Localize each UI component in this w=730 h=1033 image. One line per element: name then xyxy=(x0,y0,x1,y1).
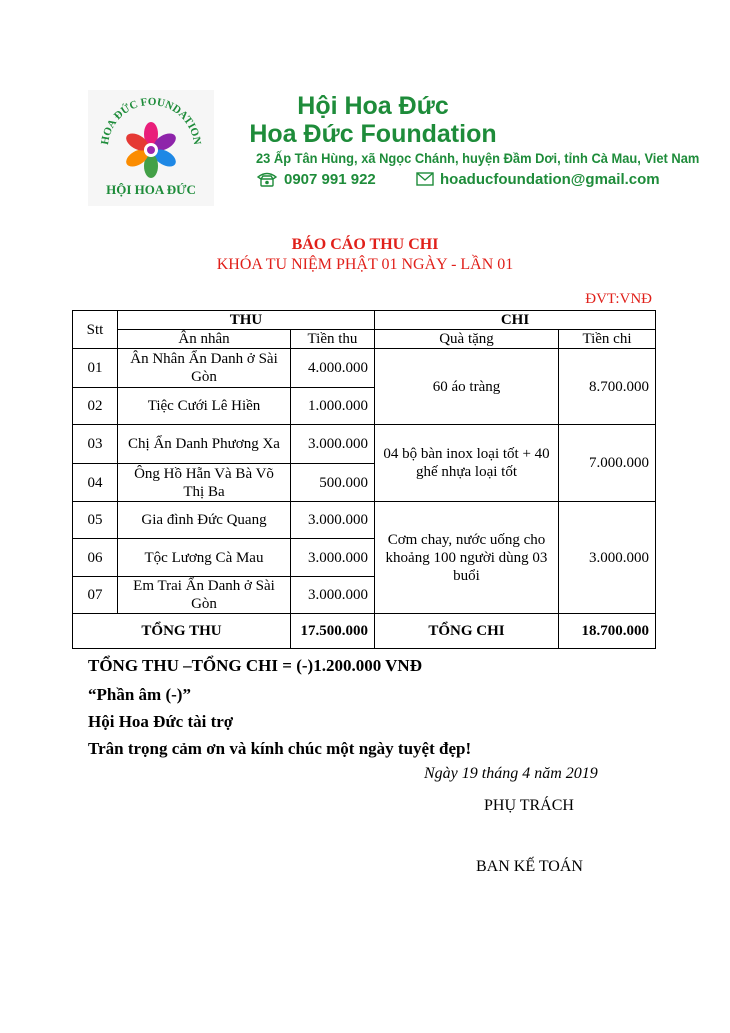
expense-item: 60 áo tràng xyxy=(375,349,559,425)
signature-in-charge: PHỤ TRÁCH xyxy=(484,797,574,814)
total-income-value: 17.500.000 xyxy=(291,614,375,649)
signature-accounting: BAN KẾ TOÁN xyxy=(476,858,583,875)
envelope-icon xyxy=(416,172,434,186)
org-email xyxy=(416,170,660,188)
logo-name: HỘI HOA ĐỨC xyxy=(106,182,196,197)
row-income-amount: 4.000.000 xyxy=(291,349,375,388)
expense-amount: 8.700.000 xyxy=(559,349,656,425)
row-income-amount: 3.000.000 xyxy=(291,502,375,539)
table-subheader-row xyxy=(73,330,656,349)
row-donor: Ông Hồ Hẵn Và Bà Võ Thị Ba xyxy=(118,464,291,502)
header-tien-thu: Tiền thu xyxy=(291,330,375,349)
expense-item: Cơm chay, nước uống cho khoảng 100 người dùng 03 buổi xyxy=(375,502,559,614)
header-stt: Stt xyxy=(73,311,118,349)
row-income-amount: 500.000 xyxy=(291,464,375,502)
row-income-amount: 1.000.000 xyxy=(291,388,375,425)
row-donor: Chị Ẩn Danh Phương Xa xyxy=(118,425,291,464)
lotus-logo-icon xyxy=(88,90,214,206)
row-income-amount: 3.000.000 xyxy=(291,577,375,614)
row-stt: 05 xyxy=(73,502,118,539)
row-donor: Ân Nhân Ẩn Danh ở Sài Gòn xyxy=(118,349,291,388)
row-stt: 02 xyxy=(73,388,118,425)
phone-number: 0907 991 922 xyxy=(284,170,376,188)
row-stt: 04 xyxy=(73,464,118,502)
expense-amount: 3.000.000 xyxy=(559,502,656,614)
org-address: 23 Ấp Tân Hùng, xã Ngọc Chánh, huyện Đầm Dơi, tỉnh Cà Mau, Viet Nam xyxy=(256,150,700,166)
table-row xyxy=(73,425,656,464)
thanks-line: Trân trọng cảm ơn và kính chúc một ngày tuyệt đẹp! xyxy=(88,739,472,758)
report-subtitle: KHÓA TU NIỆM PHẬT 01 NGÀY - LẦN 01 xyxy=(216,256,514,273)
phone-icon xyxy=(256,171,278,187)
org-name-en: Hoa Đức Foundation xyxy=(249,120,497,148)
expense-item: 04 bộ bàn inox loại tốt + 40 ghế nhựa loại tốt xyxy=(375,425,559,502)
currency-unit: ĐVT:VNĐ xyxy=(585,291,652,307)
foundation-logo xyxy=(88,90,214,206)
header-thu: THU xyxy=(118,311,375,330)
header-tien-chi: Tiền chi xyxy=(559,330,656,349)
row-income-amount: 3.000.000 xyxy=(291,539,375,577)
row-donor: Em Trai Ẩn Danh ở Sài Gòn xyxy=(118,577,291,614)
row-donor: Tiệc Cưới Lê Hiền xyxy=(118,388,291,425)
lotus-flower-icon xyxy=(123,122,178,178)
header-an-nhan: Ân nhân xyxy=(118,330,291,349)
org-name-vi: Hội Hoa Đức xyxy=(297,92,449,120)
table-header-row xyxy=(73,311,656,330)
table-total-row xyxy=(73,614,656,649)
total-expense-value: 18.700.000 xyxy=(559,614,656,649)
row-stt: 01 xyxy=(73,349,118,388)
row-stt: 07 xyxy=(73,577,118,614)
row-donor: Tộc Lương Cà Mau xyxy=(118,539,291,577)
table-row xyxy=(73,349,656,388)
row-income-amount: 3.000.000 xyxy=(291,425,375,464)
table-row xyxy=(73,502,656,539)
row-stt: 06 xyxy=(73,539,118,577)
total-expense-label: TỔNG CHI xyxy=(375,614,559,649)
logo-arc-text: HOA ĐỨC FOUNDATION xyxy=(99,95,203,146)
balance-line: TỔNG THU –TỔNG CHI = (-)1.200.000 VNĐ xyxy=(88,656,422,675)
income-expense-table xyxy=(72,310,656,649)
header-chi: CHI xyxy=(375,311,656,330)
report-title: BÁO CÁO THU CHI xyxy=(291,236,439,253)
negative-note: “Phần âm (-)” xyxy=(88,685,191,704)
row-donor: Gia đình Đức Quang xyxy=(118,502,291,539)
sponsor-line: Hội Hoa Đức tài trợ xyxy=(88,712,234,731)
report-date: Ngày 19 tháng 4 năm 2019 xyxy=(424,765,598,782)
header-qua-tang: Quà tặng xyxy=(375,330,559,349)
row-stt: 03 xyxy=(73,425,118,464)
expense-amount: 7.000.000 xyxy=(559,425,656,502)
total-income-label: TỔNG THU xyxy=(73,614,291,649)
email-address: hoaducfoundation@gmail.com xyxy=(440,170,660,188)
org-phone xyxy=(256,170,376,188)
